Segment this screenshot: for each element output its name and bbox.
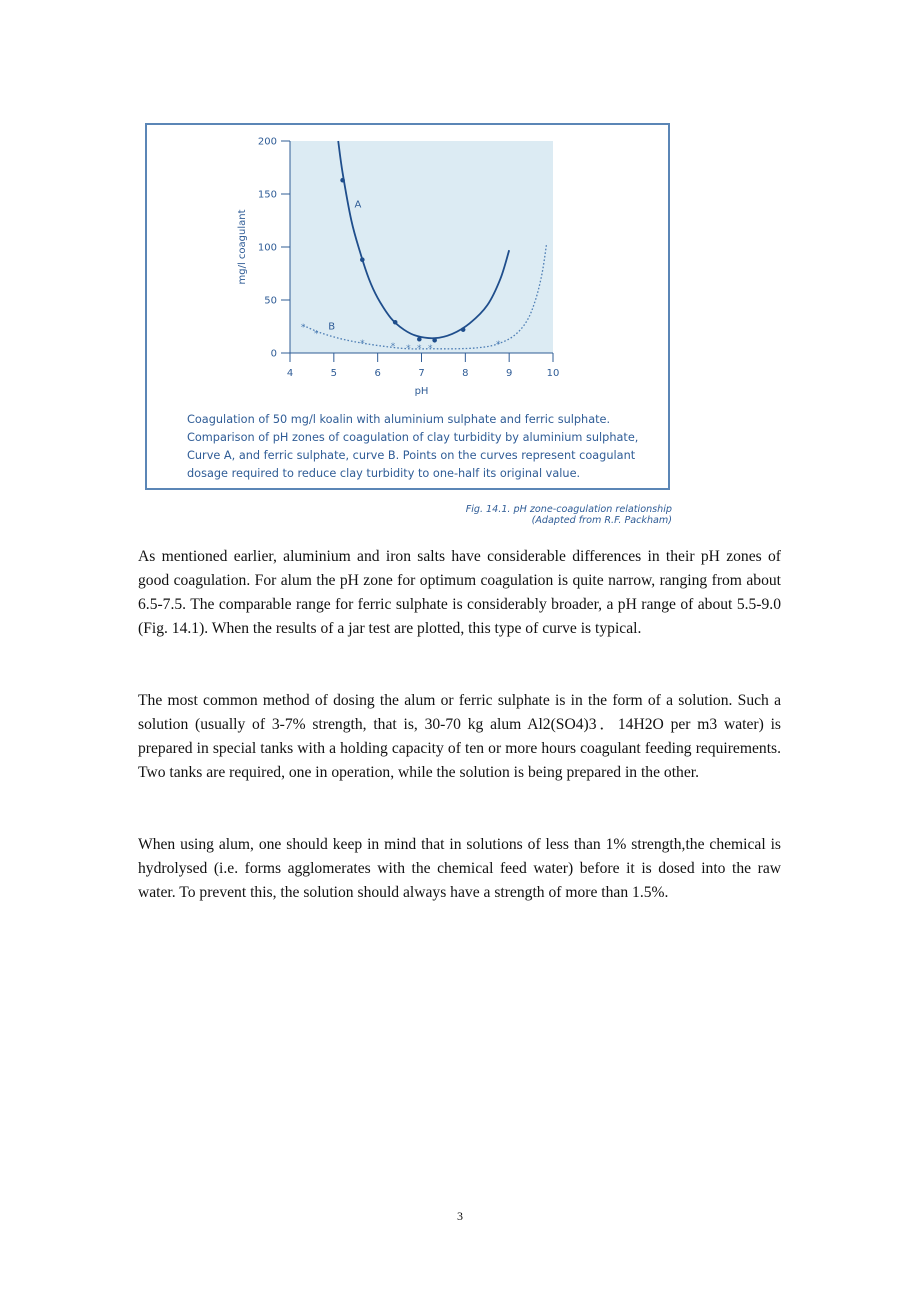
series-b-point: *	[314, 329, 319, 340]
caption-line: Coagulation of 50 mg/l koalin with aluminium sulphate and ferric sulphate.	[187, 413, 611, 426]
x-tick-label: 7	[418, 368, 425, 379]
series-b-point: *	[360, 338, 365, 349]
x-tick-label: 9	[505, 368, 513, 379]
series-a-point	[393, 320, 398, 325]
page-number: 3	[457, 1209, 463, 1223]
x-tick-label: 10	[546, 368, 560, 379]
body-paragraph: As mentioned earlier, aluminium and iron salts have considerable differences in their pH zones of good coagulation. For alum the pH zone for optimum coagulation is quite narrow, ranging from about 6.5-7.5. The comparable range for ferric sulphate is considerably broader, a pH range of about 5.5-9.0 (Fig. 14.1). When the results of a jar test are plotted, this type of curve is typical.	[138, 548, 781, 637]
y-tick-label: 50	[264, 295, 277, 307]
series-b-point: *	[390, 342, 396, 353]
x-tick-label: 4	[286, 368, 294, 379]
y-tick-label: 200	[257, 136, 277, 148]
x-tick-label: 8	[462, 368, 469, 379]
series-a-point	[461, 327, 466, 332]
y-tick-label: 150	[257, 189, 277, 201]
body-paragraph: When using alum, one should keep in mind that in solutions of less than 1% strength,the chemical is hydrolysed (i.e. forms agglomerates with the chemical feed water) before it is dosed into the raw water. To prevent this, the solution should always have a strength of more than 1.5%.	[138, 836, 781, 901]
x-tick-label: 5	[330, 368, 338, 379]
coagulation-chart	[147, 125, 668, 405]
body-paragraph: The most common method of dosing the alum or ferric sulphate is in the form of a solution. Such a solution (usually of 3-7% strength, that is, 30-70 kg alum Al2(SO4)3．14H2O per m3 water) is prepared in special tanks with a holding capacity of ten or more hours coagulant feeding requirements. Two tanks are required, one in operation, while the solution is being prepared in the other.	[138, 692, 781, 781]
curve-label: B	[328, 321, 336, 333]
series-a-point	[360, 257, 365, 262]
figure-caption	[187, 411, 657, 483]
x-axis-label: pH	[414, 386, 429, 397]
curve-label: A	[354, 199, 362, 211]
series-b-point: *	[406, 344, 411, 355]
x-tick-label: 6	[374, 368, 381, 379]
series-b-point: *	[495, 339, 501, 350]
figure-label	[440, 504, 672, 526]
caption-line: Curve A, and ferric sulphate, curve B. Points on the curves represent coagulant	[187, 449, 636, 462]
series-b-point: *	[300, 323, 306, 333]
y-tick-label: 0	[270, 348, 277, 360]
y-tick-label: 100	[257, 242, 277, 254]
series-b-point: *	[428, 344, 433, 355]
figure-label-title: Fig. 14.1. pH zone-coagulation relationship	[465, 504, 672, 515]
series-a-point	[417, 337, 422, 342]
caption-line: Comparison of pH zones of coagulation of clay turbidity by aluminium sulphate,	[187, 431, 639, 444]
series-a-point	[340, 178, 345, 183]
series-a-point	[432, 338, 437, 343]
y-axis-label: mg/l coagulant	[237, 209, 248, 285]
figure-panel	[145, 123, 670, 490]
series-b-point: *	[417, 344, 422, 355]
figure-label-source: (Adapted from R.F. Packham)	[531, 515, 672, 526]
caption-line: dosage required to reduce clay turbidity to one-half its original value.	[187, 467, 581, 480]
